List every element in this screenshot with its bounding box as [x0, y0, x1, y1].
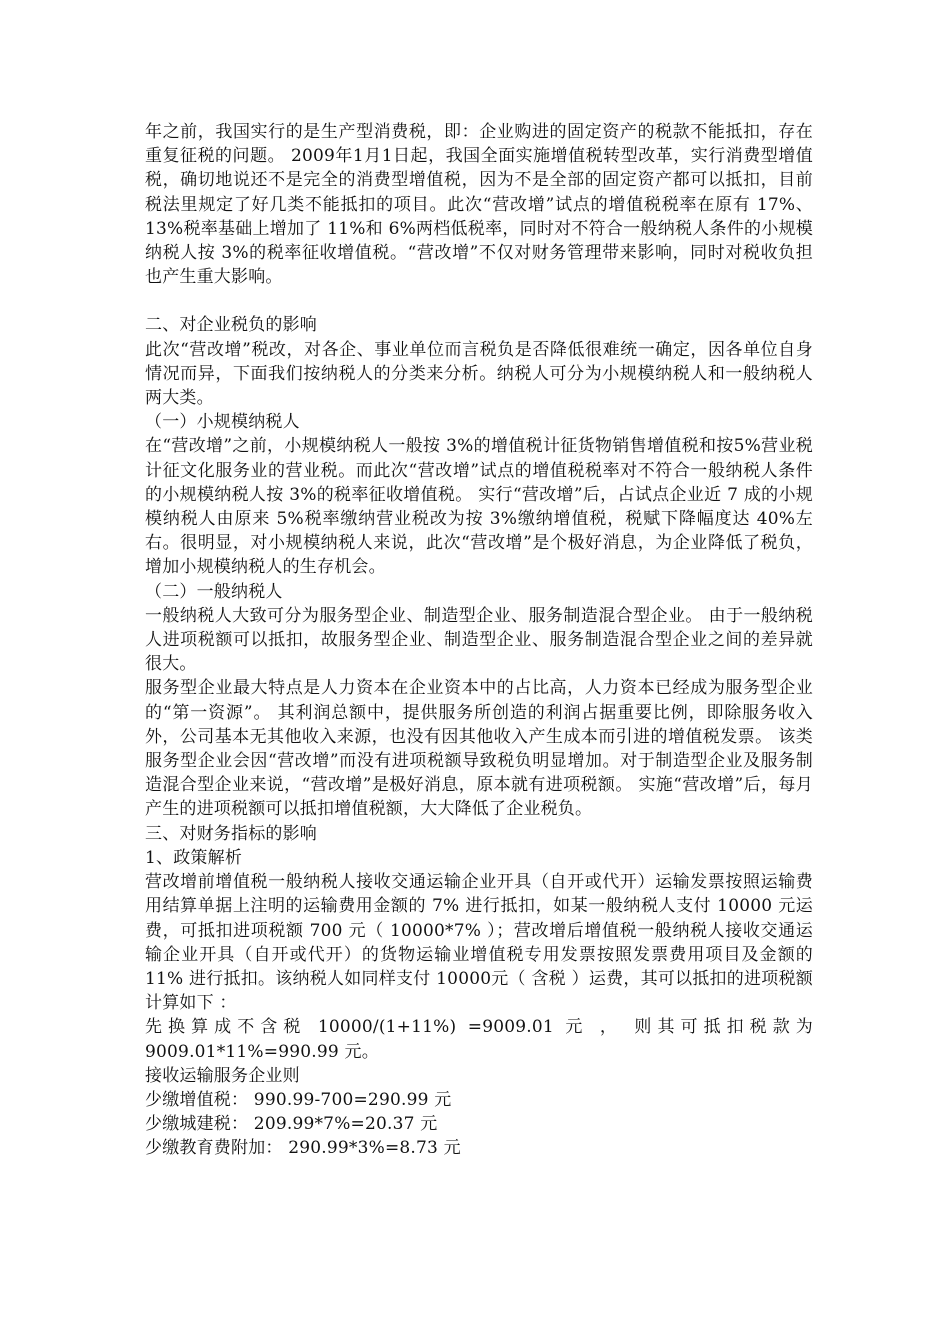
general-taxpayer-paragraph-1: 一般纳税人大致可分为服务型企业、制造型企业、服务制造混合型企业。 由于一般纳税人进项税额可以抵扣，故服务型企业、制造型企业、服务制造混合型企业之间的差异就很大。: [145, 605, 813, 675]
transport-service-line: 接收运输服务企业则: [145, 1065, 300, 1086]
subsection-small-taxpayer: （一）小规模纳税人: [145, 412, 300, 433]
section-heading-2: 二、对企业税负的影响: [145, 315, 317, 336]
policy-heading: 1、政策解析: [145, 847, 243, 868]
general-taxpayer-paragraph-2: 服务型企业最大特点是人力资本在企业资本中的占比高，人力资本已经成为服务型企业的“第一资源”。 其利润总额中，提供服务所创造的利润占据重要比例，即除服务收入外，公司基本无其他收入来源，也没有因其他收入产生成本而引进的增值税发票。 该类服务型企业会因“营改增”而没有进项税额导致税负明显增加。对于制造型企业及服务制造混合型企业来说，“营改增”是极好消息，原本就有进项税额。 实施“营改增”后，每月产生的进项税额可以抵扣增值税额，大大降低了企业税负。: [145, 678, 813, 820]
section-heading-3: 三、对财务指标的影响: [145, 823, 317, 844]
small-taxpayer-paragraph: 在“营改增”之前，小规模纳税人一般按 3%的增值税计征货物销售增值税和按5%营业税计征文化服务业的营业税。而此次“营改增”试点的增值税税率对不符合一般纳税人条件的小规模纳税人按 3%的税率征收增值税。 实行“营改增”后，占试点企业近 7 成的小规模纳税人由原来 5%税率缴纳营业税改为按 3%缴纳增值税，税赋下降幅度达 40%左右。很明显，对小规模纳税人来说，此次“营改增”是个极好消息，为企业降低了税负，增加小规模纳税人的生存机会。: [145, 436, 813, 578]
education-surcharge-line: 少缴教育费附加： 290.99*3%=8.73 元: [145, 1138, 461, 1159]
policy-paragraph: 营改增前增值税一般纳税人接收交通运输企业开具（自开或代开）运输发票按照运输费用结算单据上注明的运输费用金额的 7% 进行抵扣，如某一般纳税人支付 10000 元运费，可抵扣进项税额 700 元（ 10000*7% ）；营改增后增值税一般纳税人接收交通运输企业开具（自开或代开）的货物运输业增值税专用发票按照发票费用项目及金额的 11% 进行抵扣。该纳税人如同样支付 10000元（ 含税 ）运费，其可以抵扣的进项税额计算如下 ：: [145, 872, 813, 1014]
section-2-paragraph: 此次“营改增”税改，对各企、事业单位而言税负是否降低很难统一确定，因各单位自身情况而异，下面我们按纳税人的分类来分析。纳税人可分为小规模纳税人和一般纳税人两大类。: [145, 339, 813, 409]
city-tax-saving-line: 少缴城建税： 209.99*7%=20.37 元: [145, 1114, 438, 1135]
document-body: [145, 120, 813, 1161]
vat-saving-line: 少缴增值税： 990.99-700=290.99 元: [145, 1089, 452, 1110]
paragraph-gap: [145, 289, 813, 313]
intro-paragraph: 年之前，我国实行的是生产型消费税，即：企业购进的固定资产的税款不能抵扣，存在重复征税的问题。 2009年1月1日起，我国全面实施增值税转型改革，实行消费型增值税，确切地说还不是完全的消费型增值税，因为不是全部的固定资产都可以抵扣，目前税法里规定了好几类不能抵扣的项目。此次“营改增”试点的增值税税率在原有 17%、13%税率基础上增加了 11%和 6%两档低税率，同时对不符合一般纳税人条件的小规模纳税人按 3%的税率征收增值税。“营改增”不仅对财务管理带来影响，同时对税收负担也产生重大影响。: [145, 122, 813, 288]
calculation-paragraph: 先换算成不含税 10000/(1+11%) =9009.01 元 ， 则其可抵扣税款为9009.01*11%=990.99 元。: [145, 1017, 813, 1062]
subsection-general-taxpayer: （二）一般纳税人: [145, 581, 283, 602]
